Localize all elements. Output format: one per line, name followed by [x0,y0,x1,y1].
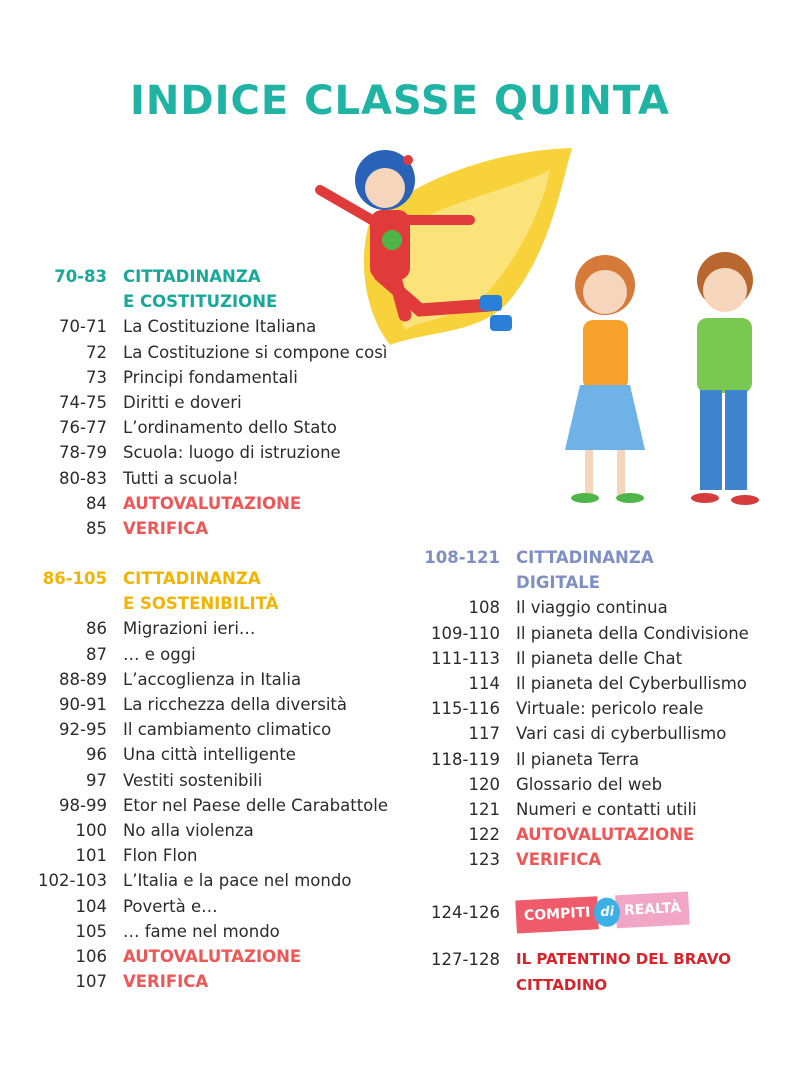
page-number: 121 [468,799,500,819]
item-label: AUTOVALUTAZIONE [123,946,302,966]
list-item [0,772,749,797]
page-number: 80-83 [59,468,107,488]
item-label: Principi fondamentali [123,367,298,387]
page-number: 114 [468,673,500,693]
list-item [0,340,388,365]
item-label: Tutti a scuola! [123,468,239,488]
item-label: Migrazioni ieri… [123,619,256,639]
section-title: E SOSTENIBILITÀ [123,594,279,614]
list-item [0,440,388,465]
item-label: La ricchezza della diversità [123,695,348,714]
list-item [0,646,749,671]
page-number: 108 [468,598,500,618]
list-item-verifica [0,516,388,541]
section-title: DIGITALE [516,573,601,593]
page-number: 122 [468,825,500,845]
item-label: Vestiti sostenibili [123,770,263,790]
page-number: 123 [468,850,500,870]
item-label: Flon Flon [123,846,198,866]
page-number: 72 [86,342,107,362]
item-label: Vari casi di cyberbullismo [516,724,727,744]
item-label: La Costituzione si compone così [123,342,388,362]
right-column [0,545,749,998]
section-range: 70-83 [54,267,107,286]
page-number: 70-71 [59,317,107,337]
list-item [0,365,388,390]
page-number: 127-128 [431,950,500,970]
page-number: 92-95 [59,720,107,740]
item-label: Scuola: luogo di istruzione [123,443,341,463]
list-item-compiti [0,892,749,932]
item-label: Il pianeta della Condivisione [516,623,749,643]
list-item [0,721,749,746]
list-item [0,314,388,339]
list-item-autovalutazione [0,822,749,847]
list-item-patentino-line2 [0,973,749,998]
page-number: 118-119 [431,749,500,769]
page-number: 107 [75,972,107,992]
item-label: VERIFICA [123,518,209,538]
section-heading-costituzione-line2 [0,289,388,314]
list-item [0,466,388,491]
page-number: 84 [86,493,107,513]
item-label: L’accoglienza in Italia [123,669,302,689]
page-number: 105 [75,921,107,941]
page-number: 96 [86,745,107,765]
item-label: CITTADINO [516,975,608,994]
page-number: 115-116 [431,699,500,719]
list-item [0,747,749,772]
section-heading-digitale-line2 [0,570,749,595]
item-label: Numeri e contatti utili [516,799,697,819]
list-item [0,621,749,646]
list-item-patentino [0,947,749,972]
list-item [0,595,749,620]
item-label: Il viaggio continua [516,598,668,618]
page-number: 90-91 [59,695,107,714]
item-label: Diritti e doveri [123,392,242,412]
page-number: 88-89 [59,669,107,689]
realta-label: REALTÀ [615,891,690,928]
page-number: 74-75 [59,392,107,412]
page-number: 87 [86,644,107,664]
page-title: INDICE CLASSE QUINTA [130,78,670,124]
list-item [0,390,388,415]
section-heading-costituzione [0,264,388,289]
page-number: 104 [75,896,107,916]
page-number: 98-99 [59,795,107,815]
item-label: Una città intelligente [123,745,296,765]
page-number: 101 [75,846,107,866]
item-label: Povertà e… [123,896,218,916]
list-item-autovalutazione [0,491,388,516]
section-title: E COSTITUZIONE [123,292,278,312]
item-label: No alla violenza [123,820,254,840]
di-label: di [594,897,621,928]
page-number: 120 [468,774,500,794]
page-number: 100 [75,820,107,840]
page-number: 124-126 [431,902,500,922]
list-item [0,797,749,822]
item-label: Glossario del web [516,774,663,794]
item-label: La Costituzione Italiana [123,317,317,337]
compiti-label: COMPITI [515,896,599,933]
section-range: 86-105 [42,569,107,589]
section-title: CITTADINANZA [516,548,654,567]
item-label: Etor nel Paese delle Carabattole [123,795,388,815]
page-number: 102-103 [38,871,107,891]
list-item [0,415,388,440]
page-number: 73 [86,367,107,387]
item-label: … fame nel mondo [123,921,280,941]
section-title: CITTADINANZA [123,267,261,286]
page-number: 76-77 [59,418,107,438]
list-item [0,696,749,721]
item-label: L’Italia e la pace nel mondo [123,871,352,891]
item-label: L’ordinamento dello Stato [123,418,337,438]
page-number: 78-79 [59,443,107,463]
list-item-verifica [0,847,749,872]
item-label: … e oggi [123,644,196,664]
page-number: 117 [468,724,500,744]
item-label: AUTOVALUTAZIONE [516,825,695,845]
item-label: Il pianeta delle Chat [516,648,683,668]
page-number: 97 [86,770,107,790]
section-range: 108-121 [424,548,500,567]
page-number: 85 [86,518,107,538]
page-number: 111-113 [431,648,500,668]
page-number: 109-110 [431,623,500,643]
item-label: IL PATENTINO DEL BRAVO [516,950,731,969]
item-label: Il pianeta Terra [516,749,640,769]
page-number: 106 [75,946,107,966]
item-label: Il pianeta del Cyberbullismo [516,673,747,693]
item-label: VERIFICA [123,972,209,992]
children-illustration [545,250,785,520]
item-label: Virtuale: pericolo reale [516,699,704,719]
page-number: 86 [86,619,107,639]
item-label: AUTOVALUTAZIONE [123,493,302,513]
list-item [0,671,749,696]
item-label: Il cambiamento climatico [123,720,332,740]
item-label: VERIFICA [516,850,602,870]
section-title: CITTADINANZA [123,569,261,589]
section-heading-digitale [0,545,749,570]
compiti-di-realta-badge [515,891,690,933]
